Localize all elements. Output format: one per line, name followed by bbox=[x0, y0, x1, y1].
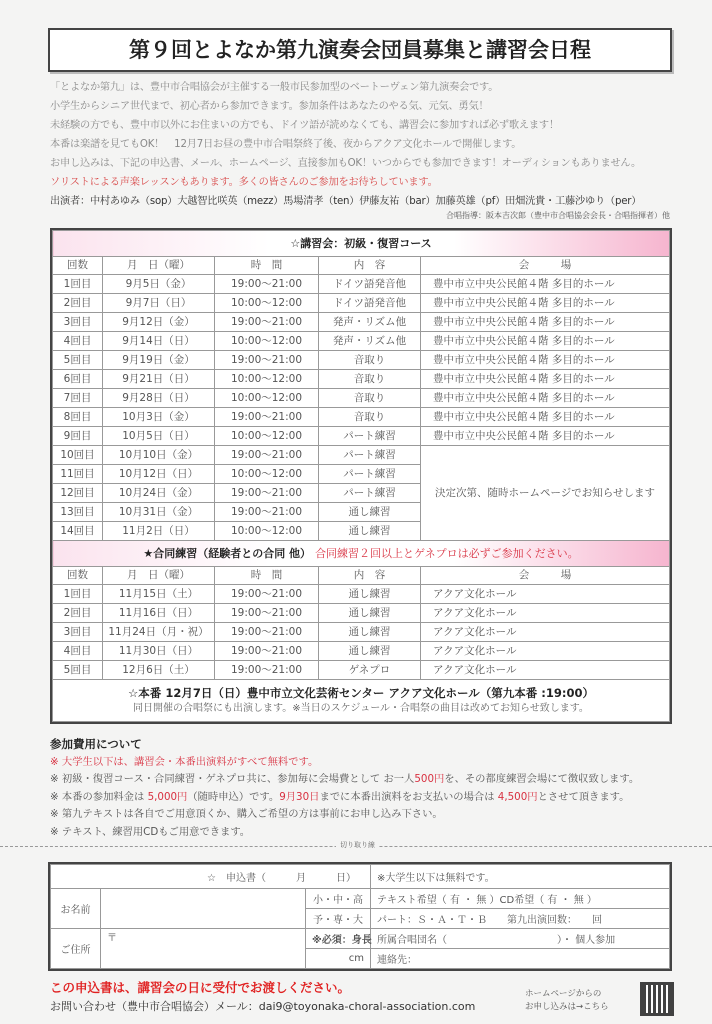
section-title-beginner-course: ☆講習会：初級・復習コース bbox=[53, 231, 670, 257]
session-venue: 豊中市立中央公民館４階 多目的ホール bbox=[421, 332, 670, 351]
session-venue: 豊中市立中央公民館４階 多目的ホール bbox=[421, 389, 670, 408]
session-content: 通し練習 bbox=[319, 642, 421, 661]
session-time: 19:00～21:00 bbox=[215, 275, 319, 294]
session-content: パート練習 bbox=[319, 484, 421, 503]
session-date: 10月12日（日） bbox=[103, 465, 215, 484]
address-label: ご住所 bbox=[51, 929, 101, 969]
session-date: 11月2日（日） bbox=[103, 522, 215, 541]
session-date: 11月30日（日） bbox=[103, 642, 215, 661]
table-row bbox=[53, 389, 670, 408]
session-time: 19:00～21:00 bbox=[215, 642, 319, 661]
table-row bbox=[53, 642, 670, 661]
session-time: 10:00～12:00 bbox=[215, 389, 319, 408]
session-date: 9月5日（金） bbox=[103, 275, 215, 294]
homepage-note-line: ホームページからの bbox=[525, 989, 602, 999]
column-header-content: 内 容 bbox=[319, 257, 421, 275]
session-number: 6回目 bbox=[53, 370, 103, 389]
table-row bbox=[53, 313, 670, 332]
session-date: 9月14日（日） bbox=[103, 332, 215, 351]
fee-text: とさせて頂きます。 bbox=[537, 790, 630, 803]
fee-text: を、その都度練習会場にて徴収致します。 bbox=[444, 773, 640, 785]
session-venue: 豊中市立中央公民館４階 多目的ホール bbox=[421, 370, 670, 389]
session-number: 4回目 bbox=[53, 642, 103, 661]
session-number: 2回目 bbox=[53, 294, 103, 313]
schedule-table bbox=[50, 228, 672, 724]
section-title-joint-practice bbox=[53, 541, 670, 567]
session-venue: 豊中市立中央公民館４階 多目的ホール bbox=[421, 351, 670, 370]
inquiry-email[interactable]: お問い合わせ（豊中市合唱協会）メール：dai9@toyonaka-choral-association.com bbox=[50, 1000, 476, 1013]
table-row bbox=[53, 408, 670, 427]
table-header-row bbox=[53, 567, 670, 585]
homepage-note-line: お申し込みは→こちら bbox=[525, 1002, 609, 1012]
fee-line bbox=[50, 771, 639, 789]
column-header-date: 月 日（曜） bbox=[103, 567, 215, 585]
session-date: 11月15日（土） bbox=[103, 585, 215, 604]
session-number: 12回目 bbox=[53, 484, 103, 503]
session-date: 10月10日（金） bbox=[103, 446, 215, 465]
fee-deadline: 9月30日 bbox=[279, 790, 320, 803]
session-content: ゲネプロ bbox=[319, 661, 421, 680]
session-content: 通し練習 bbox=[319, 623, 421, 642]
contact-field[interactable]: 連絡先： bbox=[371, 949, 670, 969]
session-venue: アクア文化ホール bbox=[421, 642, 670, 661]
session-date: 10月24日（金） bbox=[103, 484, 215, 503]
intro-line: 「とよなか第九」は、豊中市合唱協会が主催する一般市民参加型のベートーヴェン第九演奏会です。 bbox=[50, 82, 499, 93]
session-content: 音取り bbox=[319, 389, 421, 408]
concert-info bbox=[53, 680, 670, 722]
session-content: 発声・リズム他 bbox=[319, 332, 421, 351]
session-date: 9月19日（金） bbox=[103, 351, 215, 370]
fee-text: ※ 初級・復習コース・合同練習・ゲネプロ共に、参加毎に会場費として お一人 bbox=[50, 773, 415, 785]
session-time: 19:00～21:00 bbox=[215, 408, 319, 427]
session-content: 通し練習 bbox=[319, 503, 421, 522]
table-row bbox=[53, 275, 670, 294]
performers: 出演者：中村あゆみ（sop）大越智比咲英（mezz）馬場清孝（ten）伊藤友祐（bar）加藤英雄（pf）田畑洸貴・工藤沙ゆり（per） bbox=[50, 196, 642, 207]
column-header-count: 回数 bbox=[53, 567, 103, 585]
session-number: 5回目 bbox=[53, 661, 103, 680]
concert-note: 同日開催の合唱祭にも出演します。※当日のスケジュール・合唱祭の曲目は改めてお知らせ致します。 bbox=[133, 702, 589, 714]
fee-line: ※ 大学生以下は、講習会・本番出演料がすべて無料です。 bbox=[50, 755, 319, 768]
postal-mark: 〒 bbox=[107, 933, 117, 944]
session-date: 11月16日（日） bbox=[103, 604, 215, 623]
part-field[interactable]: パート：Ｓ・Ａ・Ｔ・Ｂ 第九出演回数： 回 bbox=[371, 909, 670, 929]
homepage-note bbox=[525, 988, 609, 1014]
session-time: 10:00～12:00 bbox=[215, 294, 319, 313]
session-time: 19:00～21:00 bbox=[215, 446, 319, 465]
address-field[interactable] bbox=[101, 929, 306, 969]
session-time: 10:00～12:00 bbox=[215, 522, 319, 541]
session-content: 通し練習 bbox=[319, 522, 421, 541]
column-header-time: 時 間 bbox=[215, 257, 319, 275]
name-label: お名前 bbox=[51, 889, 101, 929]
session-date: 10月31日（金） bbox=[103, 503, 215, 522]
session-venue: 豊中市立中央公民館４階 多目的ホール bbox=[421, 294, 670, 313]
session-venue: アクア文化ホール bbox=[421, 661, 670, 680]
table-row bbox=[53, 427, 670, 446]
fee-text: （随時申込）です。 bbox=[187, 790, 280, 803]
intro-line: 本番は楽譜を見てもOK！ 12月7日お昼の豊中市合唱祭終了後、夜からアクア文化ホールで開催します。 bbox=[50, 139, 522, 150]
session-number: 3回目 bbox=[53, 623, 103, 642]
session-time: 10:00～12:00 bbox=[215, 465, 319, 484]
session-number: 7回目 bbox=[53, 389, 103, 408]
concert-info-row bbox=[53, 680, 670, 722]
session-number: 5回目 bbox=[53, 351, 103, 370]
session-time: 19:00～21:00 bbox=[215, 351, 319, 370]
section-joint-practice bbox=[53, 541, 670, 567]
session-time: 19:00～21:00 bbox=[215, 484, 319, 503]
qr-code-icon[interactable] bbox=[640, 982, 674, 1016]
session-content: 音取り bbox=[319, 370, 421, 389]
height-field[interactable]: cm bbox=[306, 949, 371, 969]
table-row bbox=[53, 623, 670, 642]
column-header-time: 時 間 bbox=[215, 567, 319, 585]
choir-field[interactable]: 所属合唱団名（ ）・ 個人参加 bbox=[371, 929, 670, 949]
table-row bbox=[53, 332, 670, 351]
session-time: 10:00～12:00 bbox=[215, 332, 319, 351]
session-date: 12月6日（土） bbox=[103, 661, 215, 680]
venue-tbd: 決定次第、随時ホームページでお知らせします bbox=[421, 446, 670, 541]
intro-line: お申し込みは、下記の申込書、メール、ホームページ、直接参加もOK！いつからでも参加できます！オーディションもありません。 bbox=[50, 158, 642, 169]
fee-line bbox=[50, 789, 639, 807]
session-time: 19:00～21:00 bbox=[215, 503, 319, 522]
school-option-2[interactable]: 予・専・大 bbox=[306, 909, 371, 929]
session-time: 19:00～21:00 bbox=[215, 313, 319, 332]
choral-director-credit: 合唱指導：阪本吉次郎（豊中市合唱協会会長・合唱指揮者）他 bbox=[446, 211, 670, 220]
fee-amount: 5,000円 bbox=[147, 790, 188, 803]
session-number: 13回目 bbox=[53, 503, 103, 522]
session-content: ドイツ語発音他 bbox=[319, 275, 421, 294]
column-header-count: 回数 bbox=[53, 257, 103, 275]
session-venue: 豊中市立中央公民館４階 多目的ホール bbox=[421, 427, 670, 446]
page-title: 第９回とよなか第九演奏会団員募集と講習会日程 bbox=[48, 28, 672, 72]
session-content: パート練習 bbox=[319, 446, 421, 465]
session-number: 11回目 bbox=[53, 465, 103, 484]
column-header-venue: 会 場 bbox=[421, 567, 670, 585]
session-content: パート練習 bbox=[319, 465, 421, 484]
section-note: 合同練習２回以上とゲネプロは必ずご参加ください。 bbox=[315, 547, 579, 560]
text-cd-request[interactable]: テキスト希望（ 有 ・ 無 ）CD希望（ 有 ・ 無 ） bbox=[371, 889, 670, 909]
session-venue: 豊中市立中央公民館４階 多目的ホール bbox=[421, 275, 670, 294]
column-header-date: 月 日（曜） bbox=[103, 257, 215, 275]
fee-line: ※ 第九テキストは各自でご用意頂くか、購入ご希望の方は事前にお申し込み下さい。 bbox=[50, 808, 443, 820]
session-date: 9月21日（日） bbox=[103, 370, 215, 389]
intro-line: 未経験の方でも、豊中市以外にお住まいの方でも、ドイツ語が読めなくても、講習会に参加すれば必ず歌えます！ bbox=[50, 120, 559, 131]
session-content: 音取り bbox=[319, 351, 421, 370]
session-content: 通し練習 bbox=[319, 604, 421, 623]
session-number: 4回目 bbox=[53, 332, 103, 351]
section-title-text: ★合同練習（経験者との合同 他） bbox=[143, 547, 312, 560]
fee-amount: 500円 bbox=[414, 773, 445, 785]
height-label: ※必須：身長 bbox=[306, 929, 371, 949]
session-venue: 豊中市立中央公民館４階 多目的ホール bbox=[421, 313, 670, 332]
session-number: 2回目 bbox=[53, 604, 103, 623]
session-date: 10月5日（日） bbox=[103, 427, 215, 446]
session-date: 10月3日（金） bbox=[103, 408, 215, 427]
table-row bbox=[53, 661, 670, 680]
table-row bbox=[53, 294, 670, 313]
column-header-venue: 会 場 bbox=[421, 257, 670, 275]
session-number: 8回目 bbox=[53, 408, 103, 427]
table-row bbox=[53, 604, 670, 623]
session-venue: アクア文化ホール bbox=[421, 604, 670, 623]
form-header: ☆ 申込書（ 月 日） bbox=[51, 865, 371, 889]
name-field[interactable] bbox=[101, 889, 306, 929]
form-notice: この申込書は、講習会の日に受付でお渡しください。 bbox=[50, 980, 351, 995]
session-time: 10:00～12:00 bbox=[215, 370, 319, 389]
session-date: 9月7日（日） bbox=[103, 294, 215, 313]
fee-amount: 4,500円 bbox=[497, 790, 538, 803]
session-content: 発声・リズム他 bbox=[319, 313, 421, 332]
session-number: 9回目 bbox=[53, 427, 103, 446]
table-row bbox=[53, 585, 670, 604]
session-number: 1回目 bbox=[53, 585, 103, 604]
intro-line: 小学生からシニア世代まで、初心者から参加できます。参加条件はあなたのやる気、元気、勇気！ bbox=[50, 101, 489, 112]
session-date: 9月28日（日） bbox=[103, 389, 215, 408]
table-row bbox=[53, 370, 670, 389]
session-number: 10回目 bbox=[53, 446, 103, 465]
fee-text: までに本番出演料をお支払いの場合は bbox=[319, 790, 498, 803]
table-row bbox=[53, 446, 670, 465]
session-date: 9月12日（金） bbox=[103, 313, 215, 332]
session-content: パート練習 bbox=[319, 427, 421, 446]
intro-red-line: ソリストによる声楽レッスンもあります。多くの皆さんのご参加をお待ちしています。 bbox=[50, 177, 438, 188]
session-venue: アクア文化ホール bbox=[421, 623, 670, 642]
form-header-note: ※大学生以下は無料です。 bbox=[371, 865, 670, 889]
session-time: 19:00～21:00 bbox=[215, 585, 319, 604]
table-row bbox=[53, 351, 670, 370]
fee-text: ※ 本番の参加料金は bbox=[50, 790, 148, 803]
session-number: 3回目 bbox=[53, 313, 103, 332]
session-venue: アクア文化ホール bbox=[421, 585, 670, 604]
concert-date-venue: ☆本番 12月7日（日）豊中市立文化芸術センター アクア文化ホール（第九本番 :19:00） bbox=[128, 685, 594, 700]
session-content: 通し練習 bbox=[319, 585, 421, 604]
fees-heading: 参加費用について bbox=[50, 737, 142, 751]
column-header-content: 内 容 bbox=[319, 567, 421, 585]
session-date: 11月24日（月・祝） bbox=[103, 623, 215, 642]
session-number: 14回目 bbox=[53, 522, 103, 541]
session-content: 音取り bbox=[319, 408, 421, 427]
cut-line-label: 切り取り線 bbox=[336, 840, 379, 850]
session-number: 1回目 bbox=[53, 275, 103, 294]
session-content: ドイツ語発音他 bbox=[319, 294, 421, 313]
session-time: 19:00～21:00 bbox=[215, 623, 319, 642]
fees-section bbox=[50, 736, 639, 841]
session-venue: 豊中市立中央公民館４階 多目的ホール bbox=[421, 408, 670, 427]
fee-line: ※ テキスト、練習用CDもご用意できます。 bbox=[50, 825, 251, 838]
session-time: 19:00～21:00 bbox=[215, 604, 319, 623]
application-form bbox=[48, 862, 672, 971]
school-option-1[interactable]: 小・中・高 bbox=[306, 889, 371, 909]
session-time: 19:00～21:00 bbox=[215, 661, 319, 680]
session-time: 10:00～12:00 bbox=[215, 427, 319, 446]
